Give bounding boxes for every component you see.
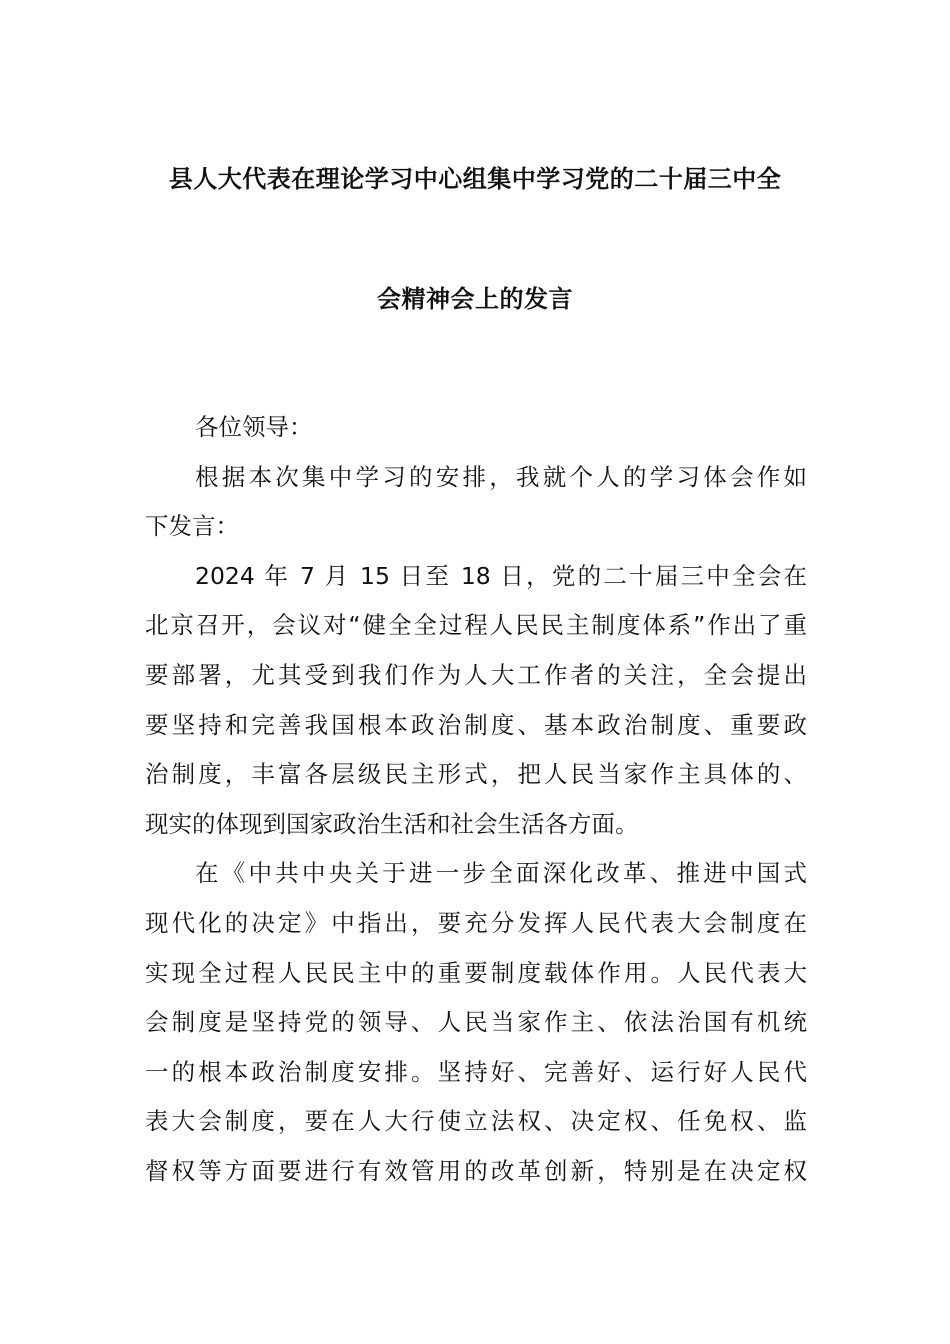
paragraph-2-line-5: 治制度，丰富各层级民主形式，把人民当家作主具体的、 <box>145 760 807 789</box>
paragraph-1-line-1: 根据本次集中学习的安排，我就个人的学习体会作如 <box>195 462 807 491</box>
paragraph-3-line-7: 督权等方面要进行有效管用的改革创新，特别是在决定权 <box>145 1156 807 1185</box>
paragraph-2-line-2: 北京召开，会议对“健全全过程人民民主制度体系”作出了重 <box>145 611 807 640</box>
paragraph-3-line-5: 一的根本政治制度安排。坚持好、完善好、运行好人民代 <box>145 1057 807 1086</box>
salutation: 各位领导： <box>195 413 313 441</box>
paragraph-1-line-2: 下发言： <box>145 512 239 541</box>
document-body <box>145 403 807 1197</box>
paragraph-2-line-3: 要部署，尤其受到我们作为人大工作者的关注，全会提出 <box>145 660 807 689</box>
paragraph-3-line-3: 实现全过程人民民主中的重要制度载体作用。人民代表大 <box>145 958 807 987</box>
paragraph-3-line-1: 在《中共中央关于进一步全面深化改革、推进中国式 <box>195 859 807 888</box>
paragraph-2-line-4: 要坚持和完善我国根本政治制度、基本政治制度、重要政 <box>145 710 807 739</box>
paragraph-3-line-2: 现代化的决定》中指出，要充分发挥人民代表大会制度在 <box>145 908 807 937</box>
paragraph-3-line-6: 表大会制度，要在人大行使立法权、决定权、任免权、监 <box>145 1107 807 1136</box>
document-title-line-1: 县人大代表在理论学习中心组集中学习党的二十届三中全 <box>168 165 782 193</box>
document-title-line-2: 会精神会上的发言 <box>377 285 573 313</box>
paragraph-3-line-4: 会制度是坚持党的领导、人民当家作主、依法治国有机统 <box>145 1008 807 1037</box>
paragraph-2-line-1: 2024 年 7 月 15 日至 18 日，党的二十届三中全会在 <box>195 561 807 590</box>
paragraph-2-line-6: 现实的体现到国家政治生活和社会生活各方面。 <box>145 809 639 838</box>
